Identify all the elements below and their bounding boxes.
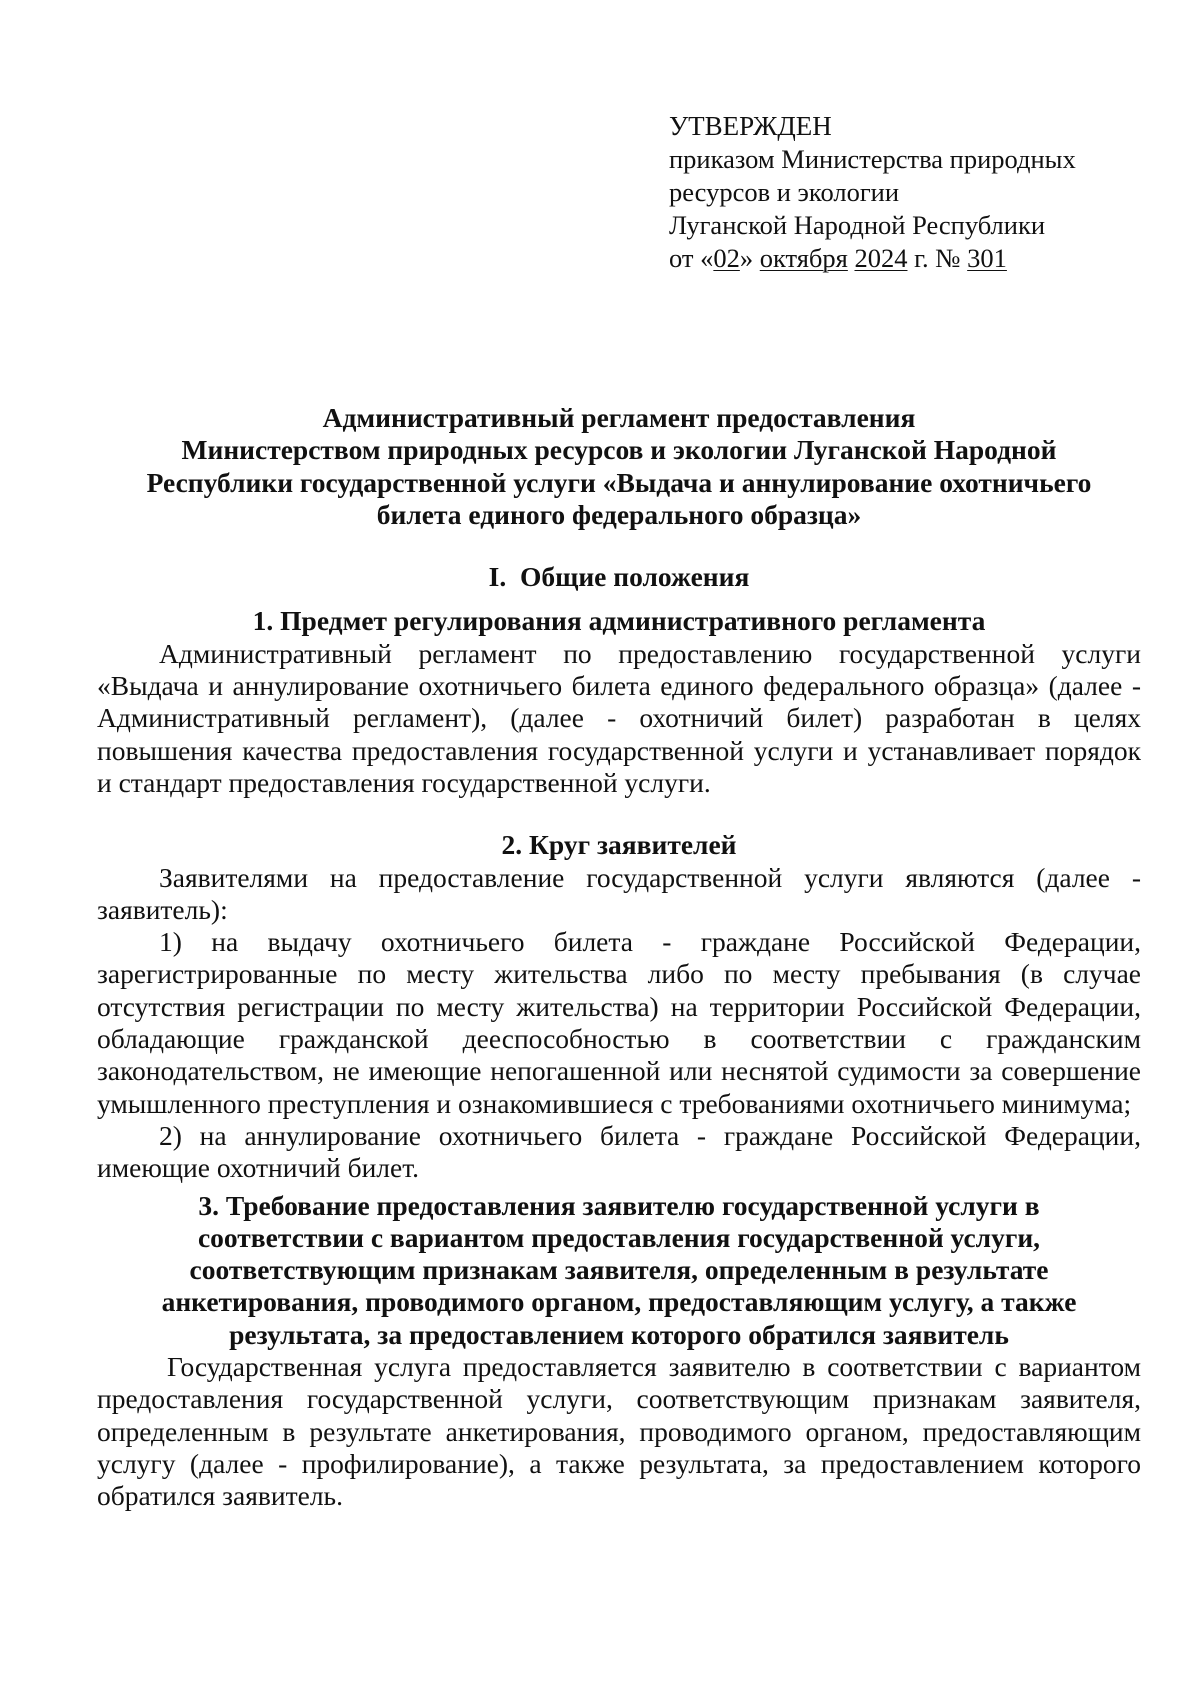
subsection-1-text: Административный регламент по предоставлению государственной услуги «Выдача и аннулирование охотничьего билета единого федерального образца» (далее - Административный регламент), (далее - охотничий билет) разработан в целях повышения качества предоставления государственной услуги и устанавливает порядок и стандарт предоставления государственной услуги. xyxy=(97,637,1141,798)
approval-date-line xyxy=(669,242,1076,275)
title-line-3: Республики государственной услуги «Выдача и аннулирование охотничьего xyxy=(146,466,1092,498)
subsection-3-heading-line-4: анкетирования, проводимого органом, предоставляющим услугу, а также xyxy=(161,1286,1077,1318)
section-heading-general xyxy=(97,561,1141,593)
subsection-1-heading: 1. Предмет регулирования административного регламента xyxy=(252,605,986,637)
section-1-heading: I. Общие положения xyxy=(488,561,750,593)
subsection-2-item-1: 1) на выдачу охотничьего билета - граждане Российской Федерации, зарегистрированные по месту жительства либо по месту пребывания (в случае отсутствия регистрации по месту жительства) на территории Российской Федерации, обладающие гражданской дееспособностью в соответствии с гражданским законодательством, не имеющие непогашенной или неснятой судимости за совершение умышленного преступления и ознакомившиеся с требованиями охотничьего минимума; xyxy=(97,926,1141,1119)
approval-order-line: приказом Министерства природных xyxy=(669,144,1076,174)
date-prefix: от « xyxy=(669,243,714,273)
subsection-3-heading-line-5: результата, за предоставлением которого обратился заявитель xyxy=(229,1318,1009,1350)
subsection-2-heading: 2. Круг заявителей xyxy=(501,829,737,861)
approval-block xyxy=(669,110,1076,275)
subsection-3-text: Государственная услуга предоставляется заявителю в соответствии с вариантом предоставления государственной услуги, соответствующим признакам заявителя, определенным в результате анкетирования, проводимого органом, предоставляющим услугу (далее - профилирование), а также результата, за предоставлением которого обратился заявитель. xyxy=(97,1351,1141,1512)
order-number: 301 xyxy=(967,243,1007,273)
subsection-2-intro: Заявителями на предоставление государственной услуги являются (далее - заявитель): xyxy=(97,861,1141,925)
document-body xyxy=(97,402,1141,1513)
date-day: 02 xyxy=(713,243,740,273)
subsection-3-heading-line-1: 3. Требование предоставления заявителю государственной услуги в xyxy=(198,1189,1040,1221)
subsection-3-heading xyxy=(97,1190,1141,1351)
date-year: 2024 xyxy=(854,243,908,273)
subsection-3-heading-line-3: соответствующим признакам заявителя, определенным в результате xyxy=(189,1254,1049,1286)
subsection-3-heading-line-2: соответствии с вариантом предоставления государственной услуги, xyxy=(197,1221,1041,1253)
date-month: октября xyxy=(759,243,848,273)
number-prefix: г. № xyxy=(907,243,968,273)
subsection-2-item-2: 2) на аннулирование охотничьего билета - граждане Российской Федерации, имеющие охотничий билет. xyxy=(97,1119,1141,1184)
title-line-2: Министерством природных ресурсов и экологии Луганской Народной xyxy=(181,434,1057,466)
document-title xyxy=(97,402,1141,531)
approval-republic-line: Луганской Народной Республики xyxy=(669,210,1046,240)
approval-ministry-line: ресурсов и экологии xyxy=(669,177,900,207)
approval-heading: УТВЕРЖДЕН xyxy=(669,111,832,141)
title-line-1: Административный регламент предоставления xyxy=(322,402,916,433)
date-mid: » xyxy=(739,243,760,273)
title-line-4: билета единого федерального образца» xyxy=(376,498,862,530)
